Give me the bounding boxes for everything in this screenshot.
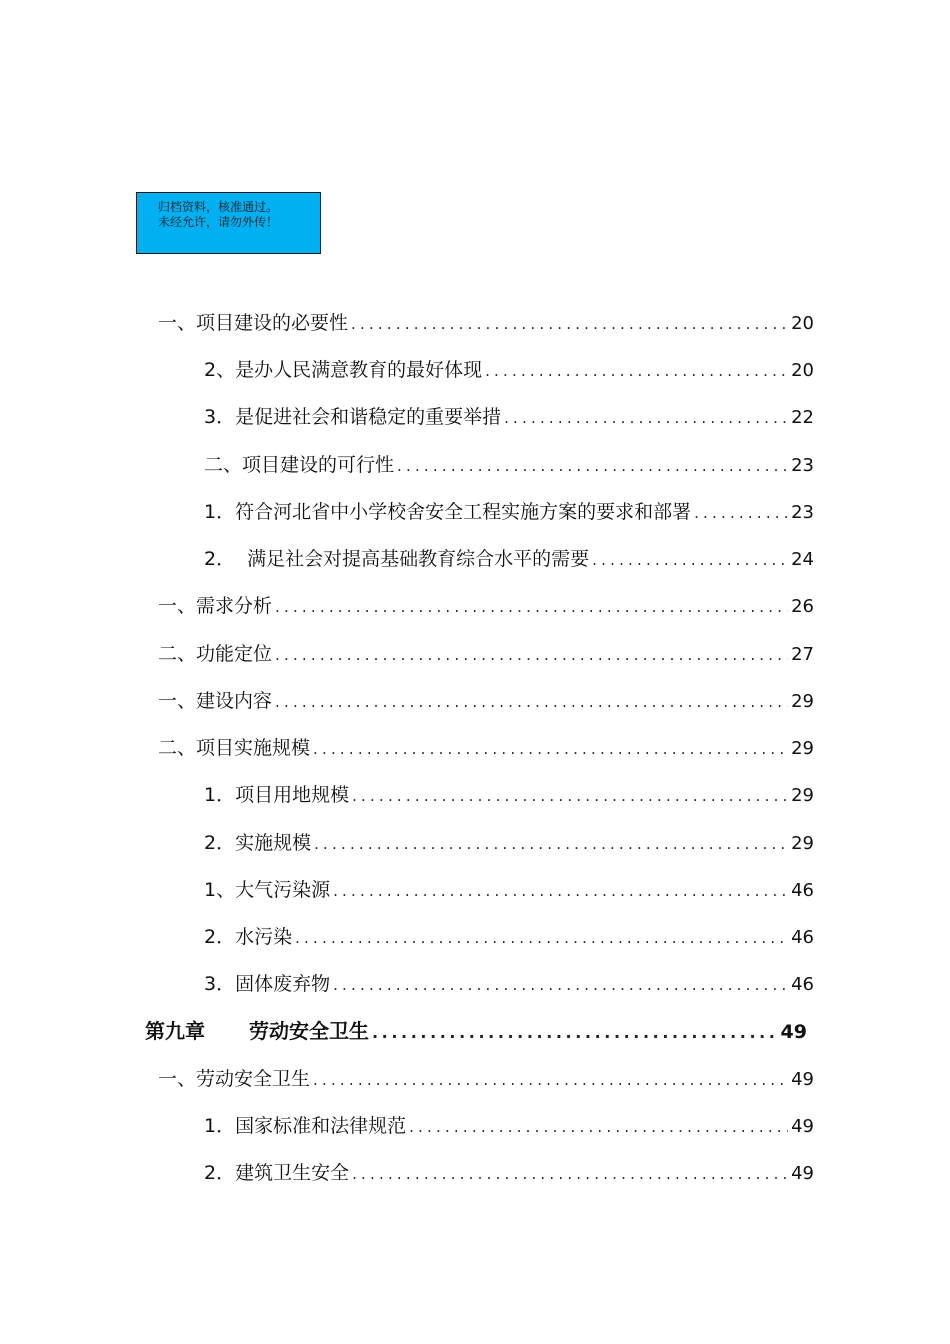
toc-leader: [504, 405, 788, 431]
toc-entry[interactable]: [158, 688, 814, 715]
toc-entry[interactable]: [158, 641, 814, 668]
toc-entry-label: 2、是办人民满意教育的最好体现: [204, 359, 483, 381]
toc-entry[interactable]: [204, 357, 814, 384]
toc-leader: [485, 358, 788, 384]
toc-entry-page: 23: [791, 455, 814, 476]
toc-entry[interactable]: [158, 593, 814, 620]
toc-entry-label: 2．建筑卫生安全: [204, 1162, 350, 1184]
toc-leader: [592, 547, 788, 573]
toc-entry-label: 二、项目建设的可行性: [204, 454, 395, 476]
toc-leader: [295, 925, 788, 951]
toc-leader: [372, 1020, 778, 1046]
toc-entry[interactable]: [158, 735, 814, 762]
toc-entry-page: 46: [791, 880, 814, 901]
toc-entry-page: 22: [791, 407, 814, 428]
toc-leader: [351, 311, 788, 337]
toc-entry-label: 2．水污染: [204, 926, 293, 948]
toc-entry[interactable]: [204, 1160, 814, 1187]
toc-entry-page: 23: [791, 502, 814, 523]
toc-entry[interactable]: [204, 546, 814, 573]
toc-entry-label: 一、建设内容: [158, 690, 273, 712]
toc-entry[interactable]: [204, 782, 814, 809]
toc-entry[interactable]: [204, 877, 814, 904]
toc-entry[interactable]: [204, 1113, 814, 1140]
toc-entry-label: 一、劳动安全卫生: [158, 1068, 311, 1090]
toc-entry[interactable]: [204, 924, 814, 951]
toc-entry-page: 24: [791, 549, 814, 570]
toc-chapter-number: 第九章: [145, 1019, 205, 1043]
toc-leader: [333, 972, 788, 998]
toc-entry-label: 一、项目建设的必要性: [158, 312, 349, 334]
toc-entry-page: 46: [791, 927, 814, 948]
toc-entry[interactable]: [204, 404, 814, 431]
toc-entry-page: 46: [791, 974, 814, 995]
toc-chapter-entry[interactable]: [145, 1018, 807, 1046]
toc-entry[interactable]: [204, 452, 814, 479]
toc-entry-label: 3．固体废弃物: [204, 973, 331, 995]
toc-entry-label: 1．符合河北省中小学校舍安全工程实施方案的要求和部署: [204, 501, 692, 523]
toc-leader: [313, 736, 788, 762]
toc-entry-label: 2． 满足社会对提高基础教育综合水平的需要: [204, 548, 590, 570]
toc-entry-page: 29: [791, 691, 814, 712]
toc-leader: [314, 831, 788, 857]
toc-entry-page: 29: [791, 738, 814, 759]
toc-entry-page: 29: [791, 833, 814, 854]
toc-entry[interactable]: [204, 971, 814, 998]
toc-entry-label: 二、功能定位: [158, 643, 273, 665]
toc-entry-label: 3．是促进社会和谐稳定的重要举措: [204, 406, 502, 428]
toc-leader: [275, 689, 788, 715]
toc-entry-label: 1．项目用地规模: [204, 784, 350, 806]
toc-leader: [409, 1114, 788, 1140]
toc-entry[interactable]: [158, 310, 814, 337]
toc-entry-label: 1、大气污染源: [204, 879, 331, 901]
toc-entry-label: 1．国家标准和法律规范: [204, 1115, 407, 1137]
toc-entry-page: 49: [791, 1069, 814, 1090]
toc-entry-page: 20: [791, 360, 814, 381]
toc-leader: [352, 1161, 788, 1187]
toc-entry[interactable]: [204, 830, 814, 857]
toc-entry-page: 20: [791, 313, 814, 334]
toc-entry[interactable]: [204, 499, 814, 526]
toc-entry-page: 26: [791, 596, 814, 617]
toc-entry-page: 49: [780, 1021, 807, 1043]
toc-entry-page: 27: [791, 644, 814, 665]
toc-leader: [694, 500, 788, 526]
toc-entry-label: 劳动安全卫生: [249, 1019, 369, 1043]
toc-entry-label: 2．实施规模: [204, 832, 312, 854]
toc-leader: [275, 642, 788, 668]
toc-entry[interactable]: [158, 1066, 814, 1093]
toc-entry-page: 49: [791, 1116, 814, 1137]
toc-leader: [333, 878, 788, 904]
stamp-line-1: 归档资料，核准通过。: [158, 200, 279, 214]
stamp-line-2: 未经允许，请勿外传！: [158, 215, 279, 229]
toc-entry-page: 29: [791, 785, 814, 806]
toc-entry-label: 一、需求分析: [158, 595, 273, 617]
toc-entry-label: 二、项目实施规模: [158, 737, 311, 759]
toc-leader: [313, 1067, 788, 1093]
toc-leader: [397, 453, 788, 479]
toc-leader: [352, 783, 788, 809]
toc-leader: [275, 594, 788, 620]
toc-entry-page: 49: [791, 1163, 814, 1184]
